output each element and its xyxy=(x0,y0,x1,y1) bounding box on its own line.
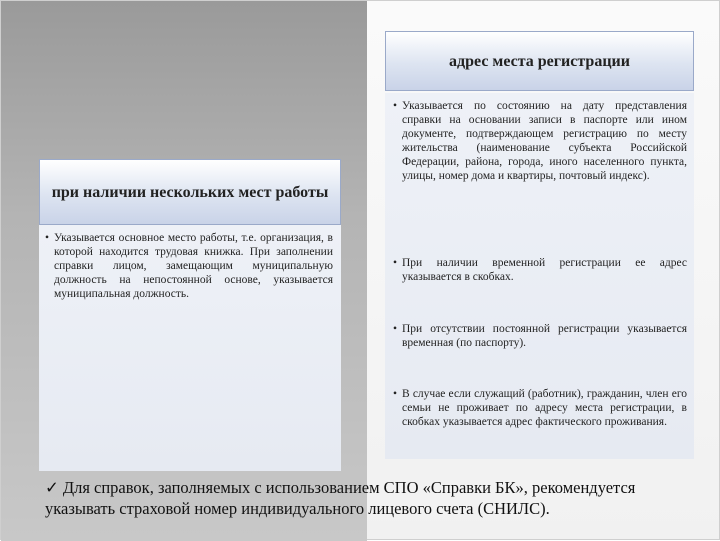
list-item-text: Указывается по состоянию на дату представления справки на основании записи в паспорте или ином документе, подтверждающем регистрацию по месту жительства (наименование субъекта Российской Федерации, района, города, иного населенного пункта, улицы, номер дома и квартиры, почтовый индекс). xyxy=(402,100,687,182)
list-item-text: При наличии временной регистрации ее адрес указывается в скобках. xyxy=(402,257,687,283)
bullet-icon: • xyxy=(393,257,398,269)
registration-address-title: адрес места регистрации xyxy=(449,53,630,70)
bottom-note-text: Для справок, заполняемых с использованием СПО «Справки БК», рекомендуется указывать страховой номер индивидуального лицевого счета (СНИЛС). xyxy=(45,478,636,518)
list-item xyxy=(45,231,333,301)
bullet-icon: • xyxy=(45,232,50,244)
list-item-text: При отсутствии постоянной регистрации указывается временная (по паспорту). xyxy=(402,323,687,349)
multiple-workplaces-header xyxy=(39,159,341,225)
list-item xyxy=(393,256,687,284)
list-item-text: В случае если служащий (работник), гражданин, член его семьи не проживает по адресу места регистрации, в скобках указывается адрес фактического проживания. xyxy=(402,388,687,428)
registration-address-body xyxy=(385,93,694,459)
registration-address-header xyxy=(385,31,694,91)
bottom-note xyxy=(45,477,685,519)
multiple-workplaces-body xyxy=(39,225,341,471)
bullet-icon: • xyxy=(393,100,398,112)
list-item xyxy=(393,99,687,183)
bullet-icon: • xyxy=(393,388,398,400)
checkmark-icon: ✓ xyxy=(45,478,59,497)
multiple-workplaces-title: при наличии нескольких мест работы xyxy=(51,183,329,201)
bullet-icon: • xyxy=(393,323,398,335)
list-item-text: Указывается основное место работы, т.е. организация, в которой находится трудовая книжка. При заполнении справки лицом, замещающим муниципальную должность на непостоянной основе, указывается муниципальная должность. xyxy=(54,232,333,300)
list-item xyxy=(393,387,687,429)
list-item xyxy=(393,322,687,350)
